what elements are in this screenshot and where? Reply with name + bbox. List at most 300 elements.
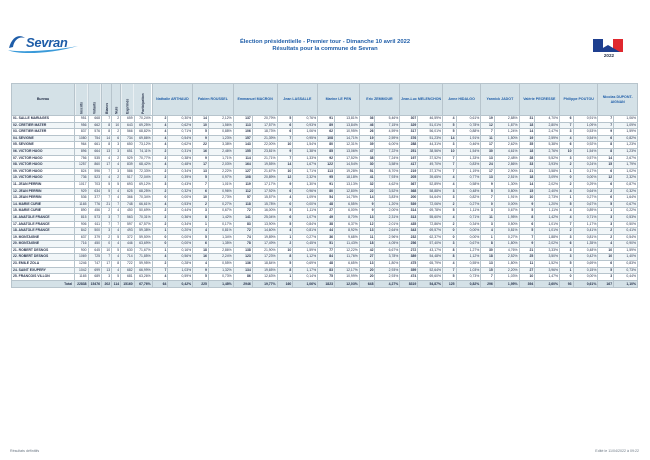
total-stat-cell: 15160 [121, 280, 135, 287]
votes-cell: 9 [359, 208, 375, 215]
stat-cell: 725 [88, 254, 102, 261]
percent-cell: 52,89% [418, 181, 443, 188]
percent-cell: 3,58% [535, 168, 560, 175]
percent-cell: 19,89% [252, 234, 277, 241]
votes-cell: 4 [277, 228, 293, 235]
bureau-name: 18. ANATOLE FRANCE [12, 228, 75, 235]
percent-cell: 1,01% [208, 181, 233, 188]
percent-cell: 12,17% [334, 267, 359, 274]
percent-cell: 11,43% [334, 241, 359, 248]
percent-cell: 2,52% [494, 254, 519, 261]
percent-cell: 1,79% [614, 162, 638, 169]
percent-cell: 1,80% [494, 241, 519, 248]
votes-cell: 80 [318, 142, 335, 149]
total-percent-cell: 2,60% [535, 280, 560, 287]
percent-cell: 3,83% [375, 195, 400, 202]
votes-cell: 114 [233, 155, 252, 162]
stat-cell: 4 [112, 241, 121, 248]
percent-cell: 1,12% [456, 254, 481, 261]
percent-cell: 4,76% [494, 247, 519, 254]
votes-cell: 11 [519, 261, 535, 268]
percent-cell: 2,86% [208, 247, 233, 254]
votes-cell: 62 [318, 129, 335, 136]
percent-cell: 0,48% [168, 162, 193, 169]
percent-cell: 0,56% [168, 254, 193, 261]
votes-cell: 32 [359, 181, 375, 188]
votes-cell: 16 [193, 148, 209, 155]
logo-text: Sevran [26, 35, 68, 50]
votes-cell: 4 [152, 201, 168, 208]
votes-cell: 18 [519, 175, 535, 182]
stat-cell: 377 [88, 195, 102, 202]
stat-cell: 699 [88, 267, 102, 274]
bureau-name: 08. VICTOR HUGO [12, 162, 75, 169]
stat-cell: 776 [88, 201, 102, 208]
percent-cell: 12,80% [334, 188, 359, 195]
votes-cell: 24 [481, 162, 495, 169]
percent-cell: 1,06% [614, 116, 638, 123]
votes-cell: 10 [277, 168, 293, 175]
votes-cell: 10 [560, 148, 574, 155]
stat-cell: 573 [88, 214, 102, 221]
col-candidate: Jean-Luc MELENCHON [400, 84, 443, 116]
bureau-name: 01. SALLE MARIAGES [12, 116, 75, 123]
percent-cell: 0,38% [168, 155, 193, 162]
percent-cell: 0,81% [208, 228, 233, 235]
votes-cell: 0 [152, 234, 168, 241]
votes-cell: 12 [277, 175, 293, 182]
votes-cell: 6 [277, 122, 293, 129]
bureau-name: 23. EMILE ZOLA [12, 261, 75, 268]
votes-cell: 0 [443, 228, 457, 235]
votes-cell: 141 [233, 214, 252, 221]
bureau-name: 20. MONTAIGNE [12, 241, 75, 248]
percent-cell: 0,15% [573, 267, 598, 274]
votes-cell: 106 [233, 129, 252, 136]
percent-cell: 0,29% [573, 181, 598, 188]
percent-cell: 0,27% [293, 234, 318, 241]
stat-cell: 7 [112, 214, 121, 221]
votes-cell: 3 [481, 208, 495, 215]
votes-cell: 1 [560, 195, 574, 202]
votes-cell: 4 [152, 135, 168, 142]
votes-cell: 2 [598, 188, 614, 195]
percent-cell: 8,92% [334, 228, 359, 235]
percent-cell: 1,34% [208, 234, 233, 241]
votes-cell: 25 [519, 254, 535, 261]
votes-cell: 89 [318, 122, 335, 129]
votes-cell: 41 [359, 175, 375, 182]
percent-cell: 1,20% [535, 201, 560, 208]
percent-cell: 0,14% [293, 274, 318, 281]
percent-cell: 2,59% [375, 135, 400, 142]
percent-cell: 22,00% [252, 142, 277, 149]
votes-cell: 14 [598, 155, 614, 162]
percent-cell: 2,93% [375, 274, 400, 281]
votes-cell: 47 [359, 148, 375, 155]
percent-cell: 2,73% [208, 195, 233, 202]
stat-cell: 446 [121, 241, 135, 248]
percent-cell: 38,56% [418, 148, 443, 155]
total-percent-cell: 54,87% [418, 280, 443, 287]
total-percent-cell: 1,95% [494, 280, 519, 287]
percent-cell: 6,65% [334, 261, 359, 268]
votes-cell: 3 [443, 195, 457, 202]
votes-cell: 232 [400, 234, 418, 241]
stat-cell: 650 [121, 142, 135, 149]
votes-cell: 7 [481, 274, 495, 281]
percent-cell: 69,57% [418, 228, 443, 235]
votes-cell: 4 [443, 116, 457, 123]
percent-cell: 1,95% [494, 214, 519, 221]
votes-cell: 28 [519, 155, 535, 162]
percent-cell: 1,52% [535, 261, 560, 268]
percent-cell: 13,81% [334, 116, 359, 123]
votes-cell: 143 [233, 142, 252, 149]
votes-cell: 75 [318, 274, 335, 281]
percent-cell: 0,81% [573, 234, 598, 241]
stat-cell: 7 [102, 195, 112, 202]
stat-cell: 366 [121, 195, 135, 202]
percent-cell: 1,03% [456, 267, 481, 274]
votes-cell: 6 [193, 241, 209, 248]
votes-cell: 6 [560, 241, 574, 248]
percent-cell: 7,24% [375, 155, 400, 162]
votes-cell: 4 [152, 254, 168, 261]
col-candidate: Jean LASSALLE [277, 84, 318, 116]
stat-cell: 3 [102, 228, 112, 235]
votes-cell: 307 [400, 116, 418, 123]
percent-cell: 25,04% [252, 214, 277, 221]
table-row [12, 142, 638, 149]
stat-cell: 900 [75, 247, 89, 254]
percent-cell: 1,09% [573, 122, 598, 129]
stat-cell: 7 [112, 221, 121, 228]
percent-cell: 6,67% [375, 247, 400, 254]
votes-cell: 251 [400, 148, 418, 155]
percent-cell: 13,13% [334, 181, 359, 188]
votes-cell: 4 [560, 214, 574, 221]
percent-cell: 3,09% [535, 175, 560, 182]
votes-cell: 7 [519, 234, 535, 241]
stat-cell: 67,57% [134, 221, 152, 228]
stat-cell: 693 [121, 181, 135, 188]
percent-cell: 18,18% [334, 175, 359, 182]
votes-cell: 5 [443, 208, 457, 215]
percent-cell: 11,76% [334, 254, 359, 261]
stat-cell: 529 [121, 155, 135, 162]
votes-cell: 5 [193, 129, 209, 136]
footer-status: Résultats définitifs [10, 449, 40, 453]
votes-cell: 5 [598, 201, 614, 208]
votes-cell: 539 [400, 201, 418, 208]
bureau-name: 16. ANATOLE FRANCE [12, 214, 75, 221]
percent-cell: 17,52% [334, 155, 359, 162]
stat-cell: 2 [102, 208, 112, 215]
votes-cell: 85 [318, 148, 335, 155]
stat-cell: 7 [102, 254, 112, 261]
percent-cell: 20,79% [252, 116, 277, 123]
percent-cell: 43,17% [418, 247, 443, 254]
percent-cell: 1,64% [614, 195, 638, 202]
votes-cell: 2 [443, 221, 457, 228]
votes-cell: 26 [359, 129, 375, 136]
votes-cell: 14 [519, 129, 535, 136]
percent-cell: 13,90% [252, 221, 277, 228]
percent-cell: 4,59% [375, 129, 400, 136]
stat-cell: 493 [121, 228, 135, 235]
stat-cell: 10 [102, 247, 112, 254]
percent-cell: 0,61% [456, 116, 481, 123]
votes-cell: 10 [193, 122, 209, 129]
percent-cell: 1,03% [168, 267, 193, 274]
percent-cell: 0,42% [573, 254, 598, 261]
votes-cell: 0 [277, 201, 293, 208]
percent-cell: 0,82% [614, 135, 638, 142]
percent-cell: 0,27% [494, 234, 519, 241]
bureau-name: 13. JEAN PERRIN [12, 195, 75, 202]
percent-cell: 0,81% [293, 228, 318, 235]
stat-cell: 14 [102, 135, 112, 142]
votes-cell: 9 [481, 181, 495, 188]
percent-cell: 1,07% [293, 214, 318, 221]
percent-cell: 4,05% [375, 241, 400, 248]
percent-cell: 0,71% [168, 129, 193, 136]
table-row [12, 254, 638, 261]
percent-cell: 2,02% [535, 241, 560, 248]
votes-cell: 3 [560, 234, 574, 241]
votes-cell: 10 [443, 148, 457, 155]
percent-cell: 2,64% [375, 228, 400, 235]
percent-cell: 49,70% [418, 162, 443, 169]
percent-cell: 2,51% [494, 175, 519, 182]
votes-cell: 119 [233, 181, 252, 188]
percent-cell: 0,00% [456, 234, 481, 241]
total-votes-cell: 93 [560, 280, 574, 287]
votes-cell: 2 [560, 228, 574, 235]
votes-cell: 359 [400, 267, 418, 274]
stat-cell: 4 [102, 155, 112, 162]
stat-cell: 682 [121, 267, 135, 274]
percent-cell: 7,93% [375, 175, 400, 182]
percent-cell: 1,11% [456, 208, 481, 215]
percent-cell: 0,39% [168, 175, 193, 182]
votes-cell: 329 [400, 122, 418, 129]
percent-cell: 19,28% [334, 168, 359, 175]
votes-cell: 14 [277, 162, 293, 169]
percent-cell: 2,96% [375, 234, 400, 241]
percent-cell: 3,38% [208, 142, 233, 149]
percent-cell: 2,48% [494, 155, 519, 162]
percent-cell: 12,63% [252, 274, 277, 281]
bureau-name: 03. CRETIER MATER [12, 129, 75, 136]
percent-cell: 14,54% [334, 162, 359, 169]
votes-cell: 91 [318, 116, 335, 123]
percent-cell: 15,57% [252, 195, 277, 202]
table-row [12, 122, 638, 129]
votes-cell: 13 [359, 214, 375, 221]
table-row [12, 208, 638, 215]
votes-cell: 127 [233, 168, 252, 175]
votes-cell: 313 [400, 214, 418, 221]
stat-cell: 70,31% [134, 214, 152, 221]
percent-cell: 0,00% [168, 234, 193, 241]
bureau-name: 14. MARIE CURIE [12, 201, 75, 208]
votes-cell: 8 [277, 267, 293, 274]
stat-cell: 2 [102, 234, 112, 241]
stat-cell: 8 [102, 129, 112, 136]
votes-cell: 1 [277, 274, 293, 281]
percent-cell: 0,91% [573, 116, 598, 123]
votes-cell: 10 [598, 254, 614, 261]
percent-cell: 44,31% [418, 142, 443, 149]
stat-cell: 4 [112, 188, 121, 195]
percent-cell: 0,73% [614, 267, 638, 274]
votes-cell: 19 [519, 135, 535, 142]
bureau-name: 17. ANATOLE FRANCE [12, 221, 75, 228]
stat-cell: 7 [102, 221, 112, 228]
votes-cell: 4 [560, 208, 574, 215]
stat-cell: 596 [88, 168, 102, 175]
stat-cell: 1042 [75, 267, 89, 274]
percent-cell: 0,16% [168, 247, 193, 254]
percent-cell: 1,33% [456, 155, 481, 162]
percent-cell: 0,34% [168, 221, 193, 228]
votes-cell: 72 [233, 228, 252, 235]
stat-cell: 7 [102, 168, 112, 175]
stat-cell: 72,04% [134, 175, 152, 182]
stat-cell: 71,85% [134, 254, 152, 261]
votes-cell: 3 [193, 208, 209, 215]
percent-cell: 0,93% [293, 122, 318, 129]
votes-cell: 77 [318, 247, 335, 254]
percent-cell: 0,67% [573, 201, 598, 208]
percent-cell: 0,67% [614, 201, 638, 208]
votes-cell: 417 [400, 162, 418, 169]
stat-cell: 839 [121, 162, 135, 169]
votes-cell: 376 [400, 135, 418, 142]
percent-cell: 5,52% [535, 155, 560, 162]
votes-cell: 4 [193, 261, 209, 268]
votes-cell: 36 [318, 234, 335, 241]
votes-cell: 3 [560, 129, 574, 136]
stat-cell: 5 [102, 188, 112, 195]
stat-cell: 747 [88, 261, 102, 268]
percent-cell: 39,65% [418, 175, 443, 182]
percent-cell: 1,01% [535, 228, 560, 235]
votes-cell: 0 [443, 234, 457, 241]
percent-cell: 0,67% [208, 208, 233, 215]
votes-cell: 3 [481, 221, 495, 228]
percent-cell: 1,35% [208, 241, 233, 248]
votes-cell: 18 [193, 247, 209, 254]
percent-cell: 0,73% [208, 274, 233, 281]
stat-cell: 643 [121, 122, 135, 129]
percent-cell: 0,24% [573, 162, 598, 169]
votes-cell: 27 [318, 208, 335, 215]
table-row [12, 261, 638, 268]
stat-cell: 929 [75, 188, 89, 195]
percent-cell: 21,39% [252, 135, 277, 142]
total-stat-cell: 202 [102, 280, 112, 287]
votes-cell: 4 [481, 228, 495, 235]
votes-cell: 2 [152, 214, 168, 221]
percent-cell: 1,91% [494, 195, 519, 202]
stat-cell: 63,69% [134, 241, 152, 248]
stat-cell: 563 [121, 214, 135, 221]
percent-cell: 0,17% [208, 221, 233, 228]
votes-cell: 8 [481, 241, 495, 248]
col-exprimes: Exprimés [121, 84, 135, 116]
votes-cell: 6 [598, 135, 614, 142]
stat-cell: 5 [112, 234, 121, 241]
votes-cell: 4 [443, 214, 457, 221]
votes-cell: 7 [598, 122, 614, 129]
votes-cell: 19 [359, 135, 375, 142]
votes-cell: 5 [481, 188, 495, 195]
votes-cell: 4 [560, 188, 574, 195]
percent-cell: 8,70% [375, 168, 400, 175]
percent-cell: 1,88% [535, 234, 560, 241]
percent-cell: 3,58% [375, 162, 400, 169]
votes-cell: 4 [152, 274, 168, 281]
votes-cell: 18 [519, 148, 535, 155]
votes-cell: 3 [560, 247, 574, 254]
percent-cell: 5,38% [535, 142, 560, 149]
bureau-name: 02. CRETIER MATER [12, 122, 75, 129]
percent-cell: 0,32% [168, 188, 193, 195]
total-votes-cell: 1823 [318, 280, 335, 287]
stat-cell: 3 [102, 274, 112, 281]
footer-timestamp: Edité le 11/04/2022 à 09:22 [595, 449, 639, 453]
votes-cell: 475 [400, 261, 418, 268]
stat-cell: 837 [75, 129, 89, 136]
percent-cell: 4,61% [494, 148, 519, 155]
table-row [12, 135, 638, 142]
percent-cell: 1,09% [293, 195, 318, 202]
stat-cell: 70,77% [134, 155, 152, 162]
stat-cell: 637 [75, 234, 89, 241]
total-percent-cell: 1,48% [208, 280, 233, 287]
table-row [12, 155, 638, 162]
percent-cell: 1,59% [614, 129, 638, 136]
percent-cell: 0,57% [573, 155, 598, 162]
votes-cell: 5 [277, 116, 293, 123]
stat-cell: 597 [121, 221, 135, 228]
percent-cell: 0,27% [573, 195, 598, 202]
stat-cell: 815 [75, 214, 89, 221]
table-row [12, 175, 638, 182]
votes-cell: 74 [233, 234, 252, 241]
stat-cell: 74,11% [134, 148, 152, 155]
percent-cell: 15,78% [252, 201, 277, 208]
percent-cell: 13,06% [334, 148, 359, 155]
votes-cell: 389 [400, 254, 418, 261]
percent-cell: 19,65% [252, 267, 277, 274]
votes-cell: 4 [443, 261, 457, 268]
percent-cell: 2,76% [535, 148, 560, 155]
votes-cell: 474 [400, 274, 418, 281]
votes-cell: 314 [400, 208, 418, 215]
votes-cell: 0 [152, 241, 168, 248]
percent-cell: 1,12% [293, 254, 318, 261]
votes-cell: 435 [400, 221, 418, 228]
stat-cell: 450 [88, 241, 102, 248]
votes-cell: 157 [233, 135, 252, 142]
percent-cell: 19,55% [252, 162, 277, 169]
votes-cell: 7 [443, 155, 457, 162]
percent-cell: 3,33% [535, 247, 560, 254]
